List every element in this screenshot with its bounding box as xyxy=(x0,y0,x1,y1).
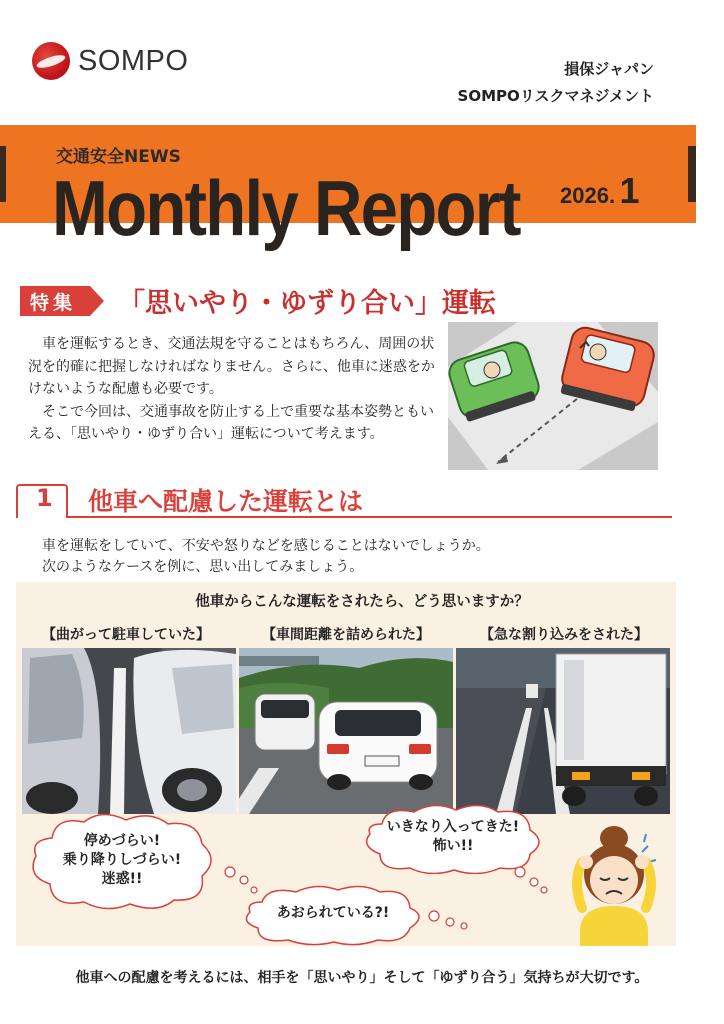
news-label: 交通安全NEWS xyxy=(56,147,181,167)
worried-woman-icon xyxy=(560,822,670,946)
feature-title: 「思いやり・ゆずり合い」運転 xyxy=(118,288,496,319)
case-label-parking: 【曲がって駐車していた】 xyxy=(42,627,210,643)
yield-illustration xyxy=(448,322,658,470)
issue-date xyxy=(560,170,640,212)
section-1-heading xyxy=(16,480,672,520)
bubble-tailgate-tail xyxy=(426,908,476,932)
bubble-cutin-line-1: いきなり入ってきた! xyxy=(386,819,520,835)
company-line-2: SOMPOリスクマネジメント xyxy=(457,87,654,105)
banner-edge-left xyxy=(0,146,6,202)
sompo-logo xyxy=(32,42,188,80)
section-title: 他車へ配慮した運転とは xyxy=(88,487,364,516)
report-title: Monthly Report xyxy=(52,164,520,252)
photo-cut-in xyxy=(456,648,670,814)
photo-tailgating xyxy=(239,648,453,814)
bubble-cutin-line-2: 怖い!! xyxy=(432,838,474,854)
footer-message: 他車への配慮を考えるには、相手を「思いやり」そして「ゆずり合う」気持ちが大切です。 xyxy=(75,970,649,986)
sompo-logo-icon xyxy=(32,42,70,80)
section-body-line-1: 車を運転をしていて、不安や怒りなどを感じることはないでしょうか。 xyxy=(42,538,490,554)
bubble-tailgate xyxy=(238,884,428,946)
issue-month: 1 xyxy=(619,170,640,211)
panel-question: 他車からこんな運転をされたら、どう思いますか？ xyxy=(195,594,529,610)
case-label-tailgating: 【車間距離を詰められた】 xyxy=(262,627,430,643)
bubble-parking-line-3: 迷惑!! xyxy=(101,871,143,887)
company-names xyxy=(458,56,654,110)
section-1-body xyxy=(42,536,490,578)
bubble-tailgate-line-1: あおられている?! xyxy=(276,905,390,921)
banner-edge-right xyxy=(688,146,696,202)
bubble-parking xyxy=(22,810,222,914)
intersection-drawing xyxy=(448,322,658,470)
logo-text: SOMPO xyxy=(78,44,189,77)
bubble-parking-tail xyxy=(222,866,262,906)
bubble-parking-line-1: 停めづらい! xyxy=(83,833,161,849)
feature-heading xyxy=(20,285,496,319)
case-label-cutin: 【急な割り込みをされた】 xyxy=(480,627,648,643)
cutin-photo-drawing xyxy=(456,648,670,814)
issue-year: 2026. xyxy=(560,183,616,208)
intro-text xyxy=(28,333,438,446)
intro-paragraph-2: そこで今回は、交通事故を防止する上で重要な基本姿勢ともいえる、「思いやり・ゆずり合い」運転について考えます。 xyxy=(28,403,434,442)
company-line-1: 損保ジャパン xyxy=(564,60,654,78)
section-body-line-2: 次のようなケースを例に、思い出してみましょう。 xyxy=(42,559,364,575)
bubble-cutin-tail xyxy=(512,866,552,896)
bubble-parking-line-2: 乗り降りしづらい! xyxy=(62,852,182,868)
bubble-cutin xyxy=(358,802,548,874)
feature-tag: 特集 xyxy=(20,286,90,316)
photo-crooked-parking xyxy=(22,648,236,814)
intro-paragraph-1: 車を運転するとき、交通法規を守ることはもちろん、周囲の状況を的確に把握しなければなりません。さらに、他車に迷惑をかけないような配慮も必要です。 xyxy=(28,336,435,397)
section-number: 1 xyxy=(36,484,53,512)
parking-photo-drawing xyxy=(22,648,236,814)
tailgating-photo-drawing xyxy=(239,648,453,814)
